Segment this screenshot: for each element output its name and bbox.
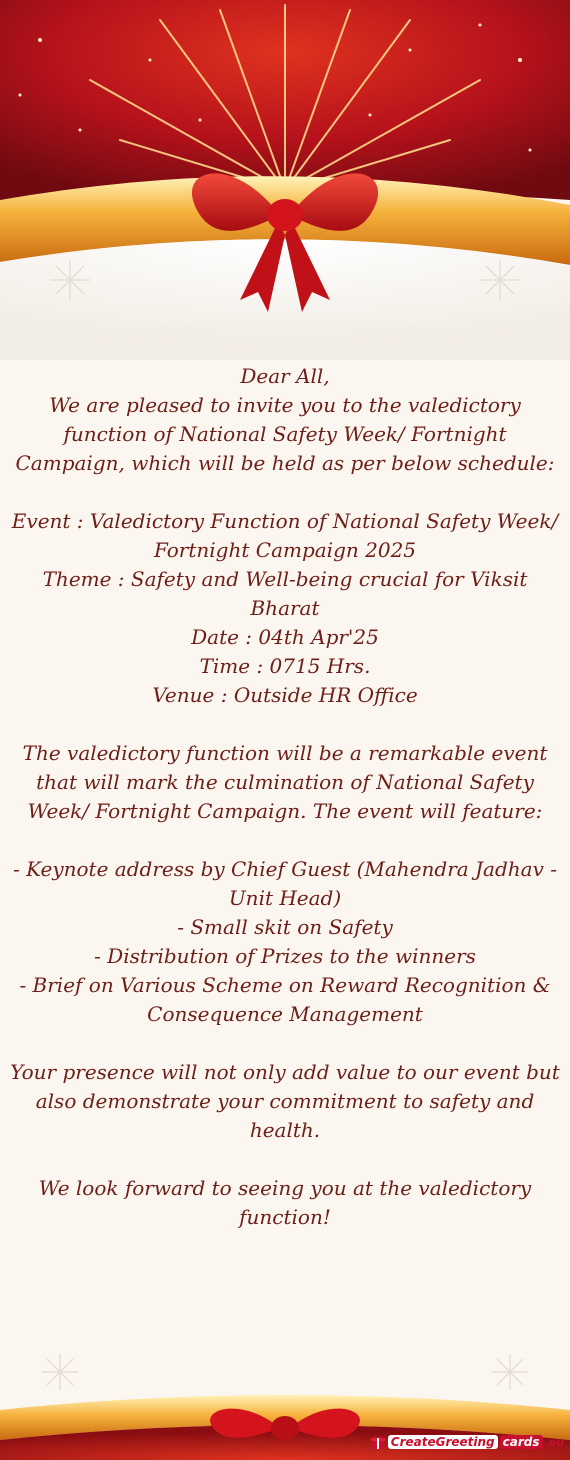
brand-domain: .eu <box>544 1435 564 1449</box>
detail-time: Time : 0715 Hrs. <box>199 654 371 678</box>
invitation-message <box>10 362 560 1232</box>
closing-line: We look forward to seeing you at the valedictory function! <box>38 1176 532 1229</box>
closing-paragraph: Your presence will not only add value to our event but also demonstrate your commitment to safety and health. <box>10 1060 560 1142</box>
feature-item: - Distribution of Prizes to the winners <box>94 944 476 968</box>
header-decoration <box>0 0 570 360</box>
intro-paragraph: We are pleased to invite you to the valedictory function of National Safety Week/ Fortnight Campaign, which will be held as per below schedule: <box>15 393 555 475</box>
feature-item: - Brief on Various Scheme on Reward Recognition & Consequence Management <box>19 973 551 1026</box>
brand-cards: cards <box>500 1435 543 1449</box>
detail-theme: Theme : Safety and Well-being crucial for Viksit Bharat <box>42 567 528 620</box>
detail-venue: Venue : Outside HR Office <box>152 683 418 707</box>
detail-date: Date : 04th Apr'25 <box>191 625 379 649</box>
gift-icon <box>370 1434 386 1450</box>
feature-item: - Small skit on Safety <box>177 915 393 939</box>
feature-intro: The valedictory function will be a remarkable event that will mark the culmination of National Safety Week/ Fortnight Campaign. The event will feature: <box>22 741 548 823</box>
feature-item: - Keynote address by Chief Guest (Mahendra Jadhav - Unit Head) <box>12 857 557 910</box>
greeting-line: Dear All, <box>240 364 330 388</box>
brand-watermark <box>370 1432 564 1452</box>
detail-event: Event : Valedictory Function of National Safety Week/ Fortnight Campaign 2025 <box>11 509 559 562</box>
brand-name: CreateGreeting <box>388 1435 498 1449</box>
